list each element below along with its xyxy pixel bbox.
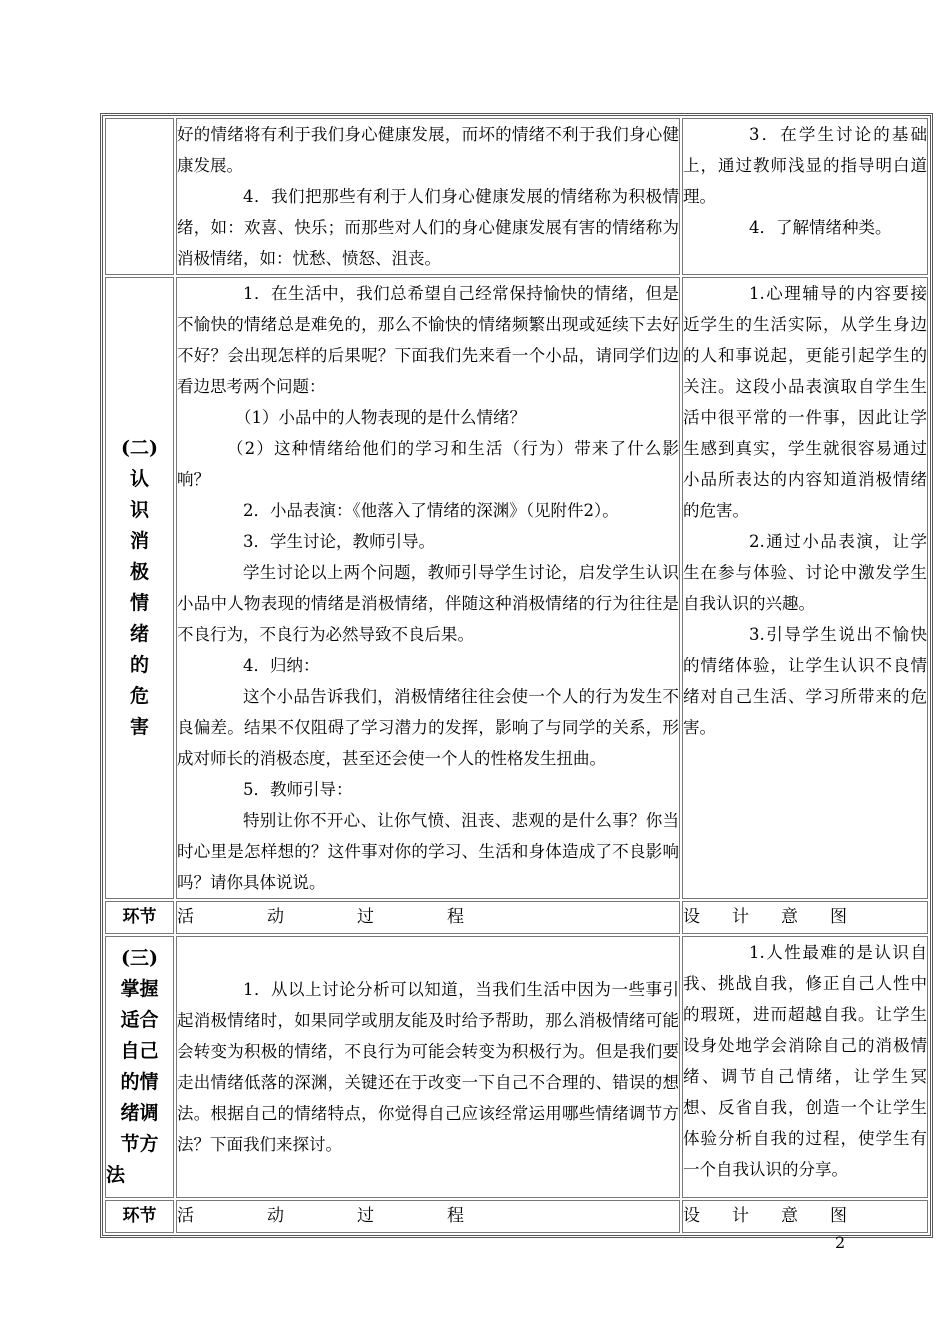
intent-cell xyxy=(682,118,928,275)
activity-cell xyxy=(176,118,680,275)
header-stage: 环节 xyxy=(105,1200,174,1233)
table-row xyxy=(105,118,928,275)
stage-line: 绪调 xyxy=(120,1102,159,1124)
stage-char: 情 xyxy=(129,592,149,614)
table-row xyxy=(105,936,928,1198)
header-char: 图 xyxy=(830,907,847,927)
table-row xyxy=(105,277,928,899)
intent-cell xyxy=(682,277,928,899)
activity-paragraph: 5．教师引导： xyxy=(243,780,353,799)
stage-char: 认 xyxy=(129,468,149,490)
activity-cell xyxy=(176,277,680,899)
activity-paragraph: 4．归纳： xyxy=(243,656,320,675)
activity-paragraph: 4．我们把那些有利于人们身心健康发展的情绪称为积极情绪，如：欢喜、快乐；而那些对人们的身心健康发展有害的情绪称为消极情绪，如：忧愁、愤怒、沮丧。 xyxy=(177,187,679,268)
intent-cell xyxy=(682,936,928,1198)
header-char: 活 xyxy=(177,907,194,927)
stage-char: 识 xyxy=(129,499,149,521)
stage-line: 的情 xyxy=(120,1071,159,1093)
header-char: 程 xyxy=(447,1206,464,1226)
table-header-row xyxy=(105,901,928,934)
activity-paragraph: 学生讨论以上两个问题，教师引导学生讨论，启发学生认识小品中人物表现的情绪是消极情绪，伴随这种消极情绪的行为往往是不良行为，不良行为必然导致不良后果。 xyxy=(177,563,679,644)
stage-char: 的 xyxy=(129,654,149,676)
stage-title xyxy=(106,433,173,743)
header-stage: 环节 xyxy=(105,901,174,934)
header-char: 动 xyxy=(267,1206,284,1226)
activity-paragraph: 这个小品告诉我们，消极情绪往往会使一个人的行为发生不良偏差。结果不仅阻碍了学习潜力的发挥，影响了与同学的关系，形成对师长的消极态度，甚至还会使一个人的性格发生扭曲。 xyxy=(177,687,679,768)
stage-line: 法 xyxy=(106,1164,126,1186)
stage-cell xyxy=(105,936,174,1198)
header-char: 活 xyxy=(177,1206,194,1226)
stage-title xyxy=(106,943,173,1191)
activity-paragraph: （1）小品中的人物表现的是什么情绪？ xyxy=(235,408,526,427)
activity-paragraph: 1．在生活中，我们总希望自己经常保持愉快的情绪，但是不愉快的情绪总是难免的，那么不愉快的情绪频繁出现或延续下去好不好？会出现怎样的后果呢？下面我们先来看一个小品，请同学们边看边思考两个问题： xyxy=(177,284,679,396)
header-char: 动 xyxy=(267,907,284,927)
activity-cell xyxy=(176,936,680,1198)
table-header-row xyxy=(105,1200,928,1233)
intent-paragraph: 2.通过小品表演，让学生在参与体验、讨论中激发学生自我认识的兴趣。 xyxy=(683,532,927,613)
stage-char: 极 xyxy=(129,561,149,583)
activity-paragraph: 2．小品表演：《他落入了情绪的深渊》（见附件2）。 xyxy=(243,501,619,520)
intent-paragraph: 3.引导学生说出不愉快的情绪体验，让学生认识不良情绪对自己生活、学习所带来的危害。 xyxy=(683,625,927,737)
header-char: 意 xyxy=(781,1206,798,1226)
activity-paragraph: （2）这种情绪给他们的学习和生活（行为）带来了什么影响？ xyxy=(177,439,679,489)
intent-paragraph: 1.心理辅导的内容要接近学生的生活实际，从学生身边的人和事说起，更能引起学生的关注。这段小品表演取自学生生活中很平常的一件事，因此让学生感到真实，学生就很容易通过小品所表达的内容知道消极情绪的危害。 xyxy=(683,284,927,520)
activity-paragraph: 1．从以上讨论分析可以知道，当我们生活中因为一些事引起消极情绪时，如果同学或朋友能及时给予帮助，那么消极情绪可能会转变为积极的情绪，不良行为可能会转变为积极行为。但是我们要走出情绪低落的深渊，关键还在于改变一下自己不合理的、错误的想法。根据自己的情绪特点，你觉得自己应该经常运用哪些情绪调节方法？下面我们来探讨。 xyxy=(177,980,679,1154)
header-intent xyxy=(682,901,928,934)
stage-line: 适合 xyxy=(120,1009,159,1031)
stage-cell-empty xyxy=(105,118,174,275)
page-number: 2 xyxy=(835,1233,846,1252)
activity-paragraph: 3．学生讨论，教师引导。 xyxy=(243,532,435,551)
stage-char: 绪 xyxy=(129,623,149,645)
stage-line: (三) xyxy=(121,947,158,969)
stage-line: 节方 xyxy=(120,1133,159,1155)
activity-paragraph: 好的情绪将有利于我们身心健康发展，而坏的情绪不利于我们身心健康发展。 xyxy=(177,125,679,175)
stage-cell xyxy=(105,277,174,899)
intent-paragraph: 3．在学生讨论的基础上，通过教师浅显的指导明白道理。 xyxy=(683,125,927,206)
intent-paragraph: 4．了解情绪种类。 xyxy=(749,218,892,237)
activity-paragraph: 特别让你不开心、让你气愤、沮丧、悲观的是什么事？你当时心里是怎样想的？这件事对你的学习、生活和身体造成了不良影响吗？请你具体说说。 xyxy=(177,811,679,892)
header-intent xyxy=(682,1200,928,1233)
intent-paragraph: 1.人性最难的是认识自我、挑战自我，修正自己人性中的瑕斑，进而超越自我。让学生设身处地学会消除自己的消极情绪、调节自己情绪，让学生冥想、反省自我，创造一个让学生体验分析自我的过程，使学生有一个自我认识的分享。 xyxy=(683,943,927,1179)
header-char: 过 xyxy=(357,907,374,927)
header-char: 计 xyxy=(732,907,749,927)
stage-line: 掌握 xyxy=(120,978,159,1000)
header-char: 计 xyxy=(732,1206,749,1226)
header-char: 过 xyxy=(357,1206,374,1226)
stage-char: 消 xyxy=(129,530,149,552)
header-activity xyxy=(176,901,680,934)
stage-char: 害 xyxy=(129,716,149,738)
header-char: 设 xyxy=(683,1206,700,1226)
stage-char: (二) xyxy=(121,437,158,459)
header-char: 图 xyxy=(830,1206,847,1226)
header-activity xyxy=(176,1200,680,1233)
header-char: 设 xyxy=(683,907,700,927)
header-char: 程 xyxy=(447,907,464,927)
stage-line: 自己 xyxy=(120,1040,159,1062)
header-char: 意 xyxy=(781,907,798,927)
lesson-plan-table xyxy=(100,113,933,1238)
stage-char: 危 xyxy=(129,685,149,707)
